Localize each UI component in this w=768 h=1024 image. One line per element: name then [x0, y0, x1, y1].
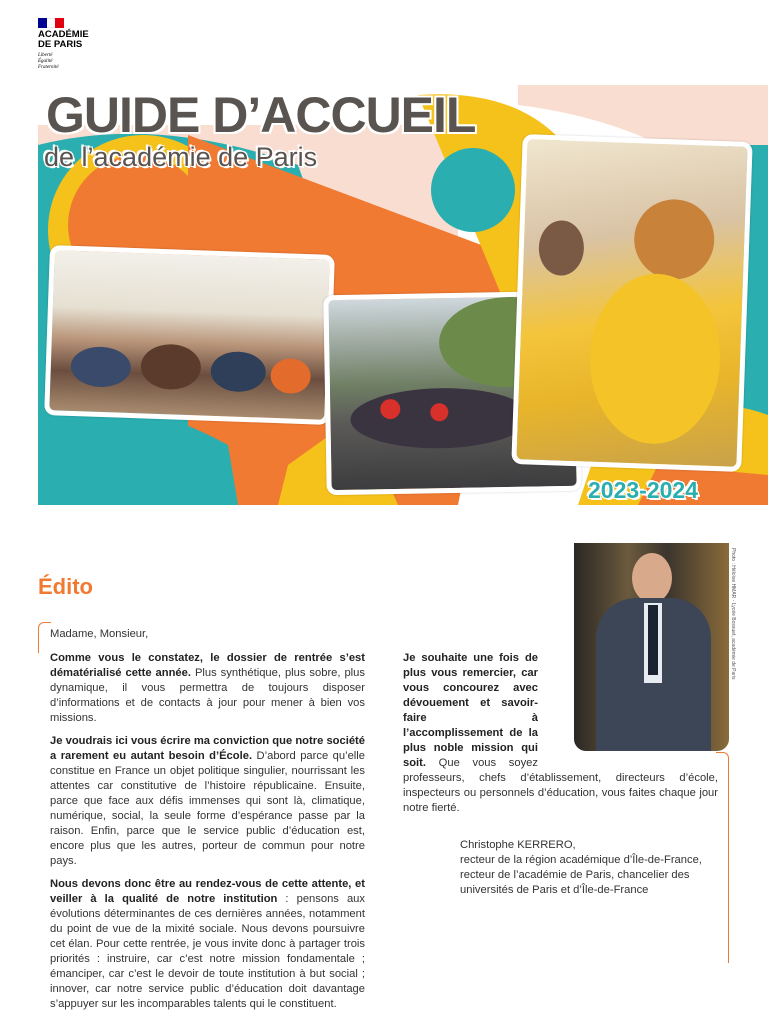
motto-egalite: Égalité [38, 59, 53, 64]
academie-logo [38, 18, 108, 78]
p1-bold: Comme vous le constatez, le dossier de rentrée s’est dématérialisé cette année. [50, 652, 365, 679]
p4-bold: Je souhaite une fois de plus vous remercier, car vous concourez avec dévouement et savoir-faire à l’accomplissement de la plus noble mission qui soit. [403, 652, 538, 769]
p3-bold: Nous devons donc être au rendez-vous de cette attente, et veiller à la qualité de notre institution [50, 878, 365, 905]
p2-bold: Je voudrais ici vous écrire ma conviction que notre société a rarement eu autant besoin d’École. [50, 735, 365, 762]
signature [460, 838, 730, 898]
edito-heading: Édito [38, 574, 93, 599]
french-flag-icon [38, 18, 64, 28]
edito-paragraph-3 [50, 877, 365, 1012]
edito-salutation: Madame, Monsieur, [50, 628, 149, 640]
logo-name-line1: ACADÉMIE [38, 29, 89, 40]
photo-classroom-circle [44, 245, 335, 425]
motto-liberte: Liberté [38, 53, 53, 58]
cover-year: 2023-2024 [588, 477, 698, 503]
photo-credit: Photo : Héloïse HMAR - Lycée Bossuet, académie de Paris [730, 548, 736, 680]
logo-name-line2: DE PARIS [38, 39, 83, 50]
photo-child-painting [511, 134, 752, 472]
p3-text: : pensons aux évolutions déterminantes de ces dernières années, notamment du point de vue de la mixité sociale. Nous devons poursuivre cet élan. Pour cette rentrée, je vous invite donc à partager trois priorités : instruire, car c’est notre mission fondamentale ; émanciper, car c’est le devoir de toute institution à but social ; innover, car notre service public d’éducation doit davantage s’appuyer sur les incomparables talents qui le constituent. [50, 893, 365, 1010]
rector-portrait [574, 543, 729, 751]
signature-name: Christophe KERRERO, [460, 839, 576, 851]
cover-subtitle: de l’académie de Paris [44, 142, 318, 172]
p1-text: Plus synthétique, plus sobre, plus dynamique, il vous permettra de toujours disposer d’informations et de contacts à jour pour mener à bien vos missions. [50, 667, 365, 724]
edito-paragraph-1 [50, 651, 365, 726]
p4-text: Que vous soyez professeurs, chefs d’établissement, directeurs d’école, inspecteurs ou personnels d’éducation, vous faites chaque jour notre fierté. [403, 757, 718, 814]
motto-fraternite: Fraternité [38, 65, 59, 70]
logo-motto [38, 53, 108, 71]
signature-title: recteur de la région académique d’Île-de-France, recteur de l’académie de Paris, chancelier des universités de Paris et d’Île-de-France [460, 854, 702, 896]
edito-paragraph-2 [50, 734, 365, 869]
p2-text: D’abord parce qu’elle constitue en France un objet politique singulier, nourrissant les attentes car constitutive de l’histoire républicaine. Ensuite, parce que face aux défis immenses qui sont là, climatique, numérique, social, la seule forme d’espérance passe par la raison. Enfin, parce que le service public d’éducation est, encore plus que les autres, porteur de commun pour notre pays. [50, 750, 365, 867]
edito-column-left [50, 651, 365, 1020]
cover-title: GUIDE D’ACCUEIL [46, 87, 476, 143]
